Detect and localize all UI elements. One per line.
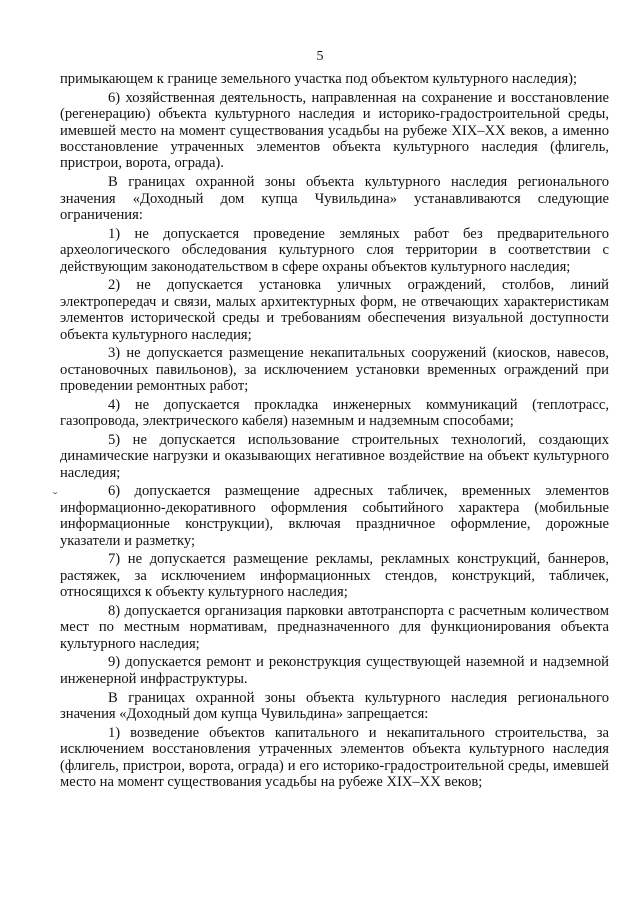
paragraph-restriction-5: 5) не допускается использование строительных технологий, создающих динамические нагрузки и оказывающих негативное воздействие на объект культурного наследия;: [60, 431, 609, 481]
paragraph-restriction-2: 2) не допускается установка уличных ограждений, столбов, линий электропередач и связи, малых архитектурных форм, не отвечающих характеристикам элементов исторической среды и требованиям обеспечения визуальной доступности объекта культурного наследия;: [60, 277, 609, 343]
paragraph-restriction-8: 8) допускается организация парковки автотранспорта с расчетным количеством мест по местным нормативам, предназначенного для функционирования объекта культурного наследия;: [60, 602, 609, 652]
paragraph-restriction-6: 6) допускается размещение адресных табличек, временных элементов информационно-декоративного оформления событийного характера (мобильные информационные конструкции), включая праздничное оформление, дорожные указатели и разметку;: [60, 483, 609, 549]
document-body: [60, 71, 609, 793]
paragraph-restriction-9: 9) допускается ремонт и реконструкция существующей наземной и надземной инженерной инфраструктуры.: [60, 654, 609, 687]
paragraph-restriction-7: 7) не допускается размещение рекламы, рекламных конструкций, баннеров, растяжек, за исключением информационных стендов, конструкций, табличек, относящихся к объекту культурного наследия;: [60, 551, 609, 601]
page-number: 5: [316, 49, 324, 64]
paragraph-item-6-economic-activity: 6) хозяйственная деятельность, направленная на сохранение и восстановление (регенерацию) объекта культурного наследия и историко-градостроительной среды, имевшей место на момент существования усадьбы на рубеже XIX–XX веков, а именно восстановление утраченных элементов объекта культурного наследия (флигель, пристрои, ворота, ограда).: [60, 89, 609, 172]
paragraph-restriction-4: 4) не допускается прокладка инженерных коммуникаций (теплотрасс, газопровода, электрического кабеля) наземным и надземным способами;: [60, 396, 609, 430]
paragraph-restriction-3: 3) не допускается размещение некапитальных сооружений (киосков, навесов, остановочных павильонов), за исключением установки временных ограждений при проведении ремонтных работ;: [60, 345, 609, 395]
paragraph-restriction-1: 1) не допускается проведение земляных работ без предварительного археологического обследования культурного слоя территории в соответствии с действующим законодательством в сфере охраны объектов культурного наследия;: [60, 225, 609, 275]
paragraph-restrictions-intro: В границах охранной зоны объекта культурного наследия регионального значения «Доходный дом купца Чувильдина» устанавливаются следующие ограничения:: [60, 174, 609, 223]
margin-mark: ˬ: [53, 479, 58, 494]
paragraph-continuation: примыкающем к границе земельного участка под объектом культурного наследия);: [60, 71, 578, 87]
paragraph-prohibitions-intro: В границах охранной зоны объекта культурного наследия регионального значения «Доходный дом купца Чувильдина» запрещается:: [60, 689, 609, 723]
paragraph-prohibition-1: 1) возведение объектов капитального и некапитального строительства, за исключением восстановления утраченных элементов объекта культурного наследия (флигель, пристрои, ворота, ограда) и его историко-градостроительной среды, имевшей место на момент существования усадьбы на рубеже XIX–XX веков;: [60, 724, 609, 791]
